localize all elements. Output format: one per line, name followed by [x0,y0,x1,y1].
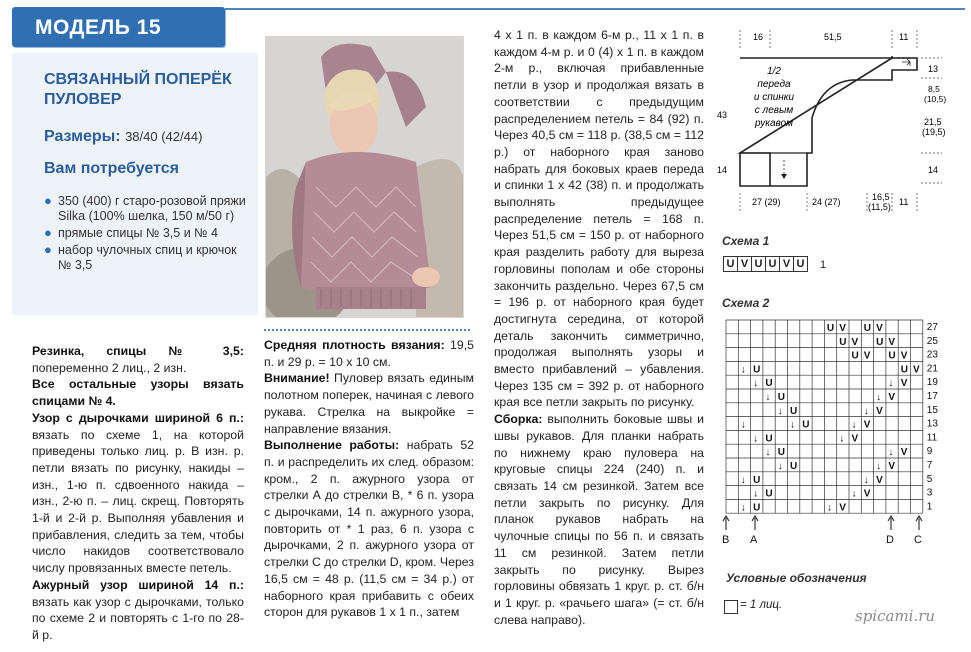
row-number: 15 [926,404,938,416]
schema1-row-number: 1 [820,259,827,271]
stitch-cell: U [751,256,766,272]
stitch-symbol: ↓ [740,502,746,514]
dotted-divider [264,329,470,331]
stitch-symbol: ↓ [777,461,783,472]
stitch-symbol: U [851,350,859,362]
stitch-symbol: V [900,378,908,390]
stitch-symbol: ↓ [888,378,894,390]
stitch-symbol: U [777,392,785,403]
paragraph: 4 х 1 п. в каждом 6-м р., 11 х 1 п. в каждом 4-м р. и 0 (4) х 1 п. в каждом 2-м р., включая прибавленные петли в узор и продолжая вязать в соответствии с предыдущим распределением петель = 84 (92) п. Через 40,5 см = 118 р. (38,5 см = 112 р.) от наборного края заново набрать для боковых краев переда и спинки 1 х 42 (38) п. и продолжать выполнять предыдущее распределение петель = 168 п. Через 51,5 см = 150 р. от наборного края разделить работу для выреза горловины пополам и обе стороны закончить раздельно. Через 67,5 см = 196 р. от наборного края будет достигнута середина, от которой деталь закончить симметрично, продолжая выполнять узоры и вместо прибавлений – убавления. Через 135 см = 392 р. от наборного края все петли закрыть по рисунку. [494,28,704,410]
row-number: 25 [926,335,938,347]
sizes-line [44,128,202,146]
stitch-cell: V [737,256,752,272]
dim-label: 8,5 [928,84,940,94]
stitch-symbol: ↓ [863,405,869,417]
stitch-symbol: U [765,378,773,390]
stitch-symbol: V [876,405,883,417]
arrow-label: C [914,534,922,546]
row-number: 1 [926,501,933,513]
dim-label: 43 [717,110,728,120]
dim-label: 27 (29) [752,197,781,207]
row-number: 23 [926,349,938,361]
stitch-symbol: ↓ [888,447,894,459]
stitch-symbol: V [888,461,896,472]
material-item: ● 350 (400) г старо-розовой пряжи Silka (100% шелка, 150 м/50 г) [44,193,246,223]
dim-label: 24 (27) [812,197,841,207]
stitch-symbol: U [876,336,884,348]
stitch-symbol: V [876,323,883,334]
stitch-symbol: ↓ [876,392,882,403]
row-number: 3 [926,487,933,499]
bullet-icon: ● [44,193,52,208]
stitch-cell: U [723,256,738,272]
stitch-symbol: V [863,488,871,500]
paragraph: Внимание! Пуловер вязать единым полотном поперек, начиная с левого рукава. Стрелка на выкройке = направление вязания. [264,371,474,436]
stitch-symbol: V [851,336,859,348]
paragraph: Резинка, спицы № 3,5: попеременно 2 лиц., 2 изн. [32,344,244,375]
row-number: 11 [926,432,938,444]
stitch-symbol: U [900,364,908,376]
arrow-label: D [886,534,894,546]
stitch-symbol: ↓ [765,392,771,403]
stitch-symbol: V [851,433,859,445]
stitch-symbol: ↓ [851,419,857,431]
schema2-chart [722,318,942,548]
material-item: ● набор чулочных спиц и крючок № 3,5 [44,242,237,272]
stitch-symbol: ↓ [790,419,795,431]
stitch-cell: U [793,256,808,272]
stitch-symbol: U [790,461,798,472]
stitch-symbol: V [863,419,871,431]
stitch-symbol: U [753,502,761,514]
row-number: 19 [926,377,938,389]
schema1-chart [723,256,807,272]
stitch-symbol: ↓ [777,405,783,417]
stitch-symbol: ↓ [839,433,845,445]
piece-label: переда [757,79,791,90]
stitch-symbol: ↓ [826,502,832,514]
stitch-symbol: U [777,447,785,459]
paragraph: Узор с дырочками шириной 6 п.: вязать по схеме 1, на которой приведены только лиц. р. В изн. р. петли вязать по рисунку, накиды – изн., 1-ю п. сдвоенного накида – изн., 2-ю п. – лиц. скрещ. Повторять 1-й и 2-й р. Выполняя убавления и прибавления, следить за тем, чтобы число накидов соответствовало числу провязанных вместе петель. [32,410,244,576]
stitch-symbol: U [888,350,896,362]
stitch-cell: V [779,256,794,272]
legend-title: Условные обозначения [726,571,867,585]
dim-label: 14 [717,165,728,175]
stitch-symbol: U [863,323,872,334]
row-number: 17 [926,391,938,402]
stitch-symbol: U [765,488,773,500]
stitch-symbol: ↓ [740,419,746,431]
stitch-symbol: ↓ [753,433,759,445]
stitch-symbol: V [839,323,846,334]
stitch-symbol: V [863,350,871,362]
stitch-symbol: V [888,336,896,348]
stitch-symbol: V [900,447,908,459]
row-number: 13 [926,418,938,430]
stitch-symbol: V [913,364,920,376]
paragraph: Выполнение работы: набрать 52 п. и распределить их след. образом: кром., 2 п. ажурного узора от стрелки А до стрелки В, * 6 п. узора с дырочками, 14 п. ажурного узора, повторить от * 1 раз, 6 п. узора с дырочками, 2 п. ажурного узора от стрелки С до стрелки D, кром. Через 16,5 см = 48 р. (11,5 см = 34 р.) от наборного края прибавить с обеих сторон для рукавов 1 х 1 п., затем [264,438,474,620]
stitch-symbol: U [765,433,773,445]
instructions-column-3 [494,27,704,628]
sizes-label: Размеры: [44,128,121,145]
material-item: ● прямые спицы № 3,5 и № 4 [44,225,218,240]
stitch-symbol: ↓ [740,364,746,376]
row-number: 27 [926,322,938,333]
legend-item: = 1 лиц. [740,599,783,611]
model-title: МОДЕЛЬ 15 [35,16,162,39]
pattern-name: СВЯЗАННЫЙ ПОПЕРЁК ПУЛОВЕР [44,71,232,108]
piece-label: и спинки [753,92,795,103]
piece-label: с левым [754,105,794,116]
dim-label: (10,5) [924,94,947,104]
model-photo-illustration [266,37,463,317]
arrow-label: B [722,534,730,546]
stitch-symbol: ↓ [863,474,869,486]
dim-label: 13 [928,64,939,74]
pattern-schematic [712,28,962,228]
legend-swatch [724,600,738,614]
piece-label: рукавом [755,118,793,129]
row-number: 9 [926,446,933,458]
dim-label: 14 [928,165,939,175]
watermark: spicami.ru [855,607,936,625]
paragraph: Все остальные узоры вязать спицами № 4. [32,377,244,409]
schema2-title: Схема 2 [722,296,770,310]
stitch-symbol: ↓ [765,447,771,459]
dim-label: 51,5 [824,32,842,42]
stitch-symbol: U [802,419,810,431]
dim-label: 21,5 [924,117,942,127]
stitch-symbol: ↓ [753,488,759,500]
sizes-value: 38/40 (42/44) [125,129,203,144]
stitch-symbol: U [839,336,847,348]
instructions-column-1 [32,343,244,644]
bullet-icon: ● [44,225,52,240]
dim-label: (19,5) [922,127,946,137]
schema1-title: Схема 1 [722,234,770,248]
model-photo [265,36,464,318]
piece-label: 1/2 [767,66,781,77]
instructions-column-2 [264,337,474,621]
row-number: 21 [926,363,938,375]
stitch-symbol: V [839,502,846,514]
paragraph: Средняя плотность вязания: 19,5 п. и 29 р. = 10 х 10 см. [264,338,474,369]
dim-label: 11 [899,197,909,207]
row-number: 7 [926,460,933,471]
paragraph: Ажурный узор шириной 14 п.: вязать как узор с дырочками, только по схеме 2 и повторять с 1-го по 28-й р. [32,577,244,642]
stitch-symbol: ↓ [740,474,746,486]
stitch-symbol: U [826,323,835,334]
dim-label: 16 [753,32,764,42]
paragraph: Сборка: выполнить боковые швы и швы рукавов. Для планки набрать по нижнему краю пуловера на круговые спицы 224 (240) п. и связать 14 см резинкой. Затем все петли закрыть по рисунку. Для планок рукавов набрать на чулочные спицы по 56 п. и связать 11 см резинкой. Затем петли закрыть по рисунку. Вырез горловины обвязать 1 круг. р. ст. б/н и 1 круг. р. «рачьего шага» (= ст. б/н слева направо). [494,412,704,627]
row-number: 5 [926,473,933,485]
stitch-symbol: ↓ [753,378,759,390]
dim-label: 16,5 [872,192,890,202]
stitch-symbol: U [753,364,761,376]
bullet-icon: ● [44,242,52,257]
header-rule [225,8,965,10]
arrow-label: A [750,534,758,546]
dim-label: 11 [899,32,909,42]
stitch-symbol: U [753,474,761,486]
stitch-symbol: V [888,392,896,403]
stitch-symbol: ↓ [876,461,882,472]
stitch-cell: U [765,256,780,272]
dim-label: (11,5) [868,202,891,212]
stitch-symbol: V [876,474,883,486]
stitch-symbol: ↓ [851,488,857,500]
stitch-symbol: V [900,350,908,362]
stitch-symbol: U [790,405,798,417]
materials-heading: Вам потребуется [44,160,179,177]
